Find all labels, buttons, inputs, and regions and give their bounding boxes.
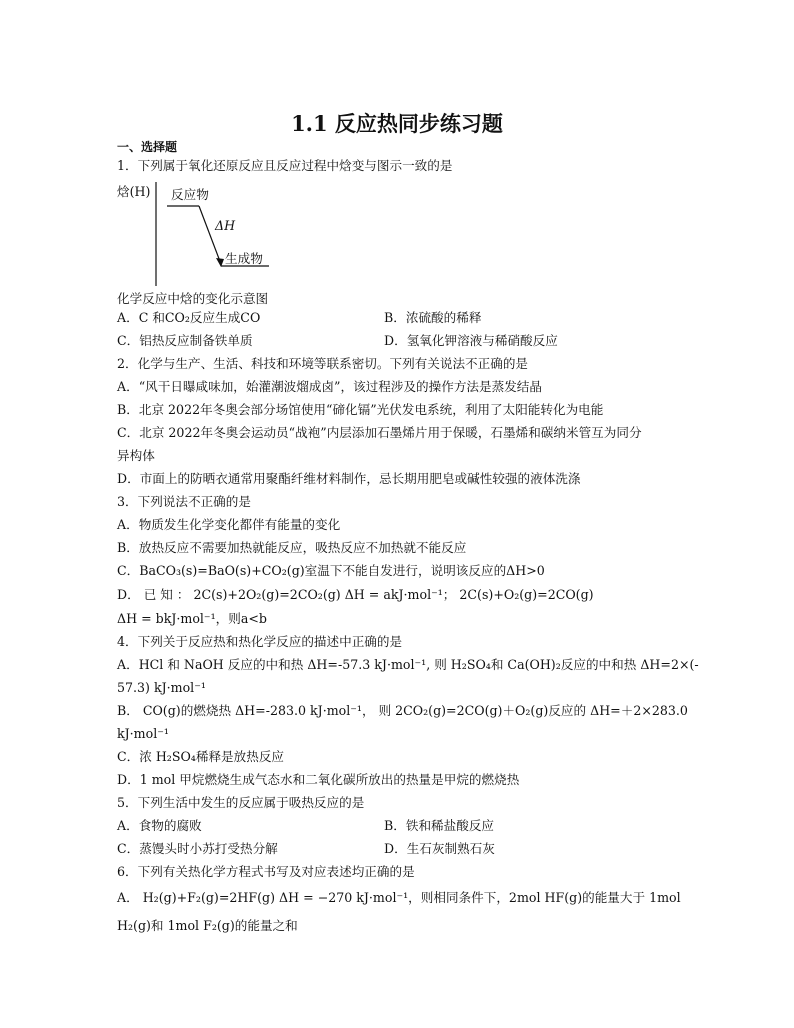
q1-option-c: C．铝热反应制备铁单质 — [117, 333, 253, 348]
y-axis-label: 焓(H) — [117, 184, 151, 199]
q4-option-b-cont: kJ·mol⁻¹ — [117, 726, 169, 741]
q4-option-d: D．1 mol 甲烷燃烧生成气态水和二氧化碳所放出的热量是甲烷的燃烧热 — [117, 772, 520, 787]
q3-option-d-cont: ΔH = bkJ·mol⁻¹，则a<b — [117, 611, 267, 626]
q2-option-a: A．“风干日曝咸味加，始灌潮波熘成卤”，该过程涉及的操作方法是蒸发结晶 — [117, 379, 542, 394]
delta-h-arrow — [199, 206, 221, 264]
q3-option-c: C．BaCO₃(s)=BaO(s)+CO₂(g)室温下不能自发进行，说明该反应的ΔH>0 — [117, 563, 545, 578]
q4-option-b: B． CO(g)的燃烧热 ΔH=-283.0 kJ·mol⁻¹， 则 2CO₂(g)=2CO(g)＋O₂(g)反应的 ΔH=＋2×283.0 — [117, 703, 688, 718]
q3-option-a: A．物质发生化学变化都伴有能量的变化 — [117, 517, 341, 532]
q4-option-a: A．HCl 和 NaOH 反应的中和热 ΔH=-57.3 kJ·mol⁻¹, 则 H₂SO₄和 Ca(OH)₂反应的中和热 ΔH=2×(- — [117, 657, 699, 672]
question-6: 6．下列有关热化学方程式书写及对应表述均正确的是 — [117, 864, 415, 879]
q6-option-a-cont: H₂(g)和 1mol F₂(g)的能量之和 — [117, 918, 298, 933]
question-1: 1．下列属于氧化还原反应且反应过程中焓变与图示一致的是 — [117, 158, 453, 173]
enthalpy-diagram — [117, 178, 287, 290]
diagram-caption: 化学反应中焓的变化示意图 — [117, 291, 269, 306]
q1-option-b: B．浓硫酸的稀释 — [384, 310, 482, 325]
question-3: 3．下列说法不正确的是 — [117, 494, 251, 509]
q4-option-c: C．浓 H₂SO₄稀释是放热反应 — [117, 749, 285, 764]
question-5: 5．下列生活中发生的反应属于吸热反应的是 — [117, 795, 365, 810]
delta-h-label: ΔH — [215, 218, 236, 233]
q5-option-a: A．食物的腐败 — [117, 818, 202, 833]
q1-option-a: A．C 和CO₂反应生成CO — [117, 310, 261, 325]
page-title: 1.1 反应热同步练习题 — [291, 111, 503, 136]
question-4: 4．下列关于反应热和热化学反应的描述中正确的是 — [117, 634, 403, 649]
question-2: 2．化学与生产、生活、科技和环境等联系密切。下列有关说法不正确的是 — [117, 356, 529, 371]
reactant-label: 反应物 — [171, 187, 209, 202]
q2-option-c-cont: 异构体 — [117, 448, 155, 463]
product-label: 生成物 — [225, 251, 263, 266]
q5-option-b: B．铁和稀盐酸反应 — [384, 818, 495, 833]
q3-option-d: D． 已 知 ： 2C(s)+2O₂(g)=2CO₂(g) ΔH = akJ·mol⁻¹； 2C(s)+O₂(g)=2CO(g) — [117, 587, 594, 602]
q4-option-a-cont: 57.3) kJ·mol⁻¹ — [117, 680, 206, 695]
q6-option-a: A． H₂(g)+F₂(g)=2HF(g) ΔH = −270 kJ·mol⁻¹，则相同条件下，2mol HF(g)的能量大于 1mol — [117, 890, 681, 905]
q3-option-b: B．放热反应不需要加热就能反应，吸热反应不加热就不能反应 — [117, 540, 467, 555]
q5-option-c: C．蒸馒头时小苏打受热分解 — [117, 841, 278, 856]
section-heading: 一、选择题 — [117, 140, 178, 154]
q1-option-d: D．氢氧化钾溶液与稀硝酸反应 — [384, 333, 558, 348]
q5-option-d: D．生石灰制熟石灰 — [384, 841, 495, 856]
q2-option-c: C．北京 2022年冬奥会运动员“战袍”内层添加石墨烯片用于保暖，石墨烯和碳纳米管互为同分 — [117, 425, 642, 440]
q2-option-d: D．市面上的防晒衣通常用聚酯纤维材料制作，忌长期用肥皂或碱性较强的液体洗涤 — [117, 471, 581, 486]
q2-option-b: B．北京 2022年冬奥会部分场馆使用“碲化镉”光伏发电系统，利用了太阳能转化为电能 — [117, 402, 604, 417]
